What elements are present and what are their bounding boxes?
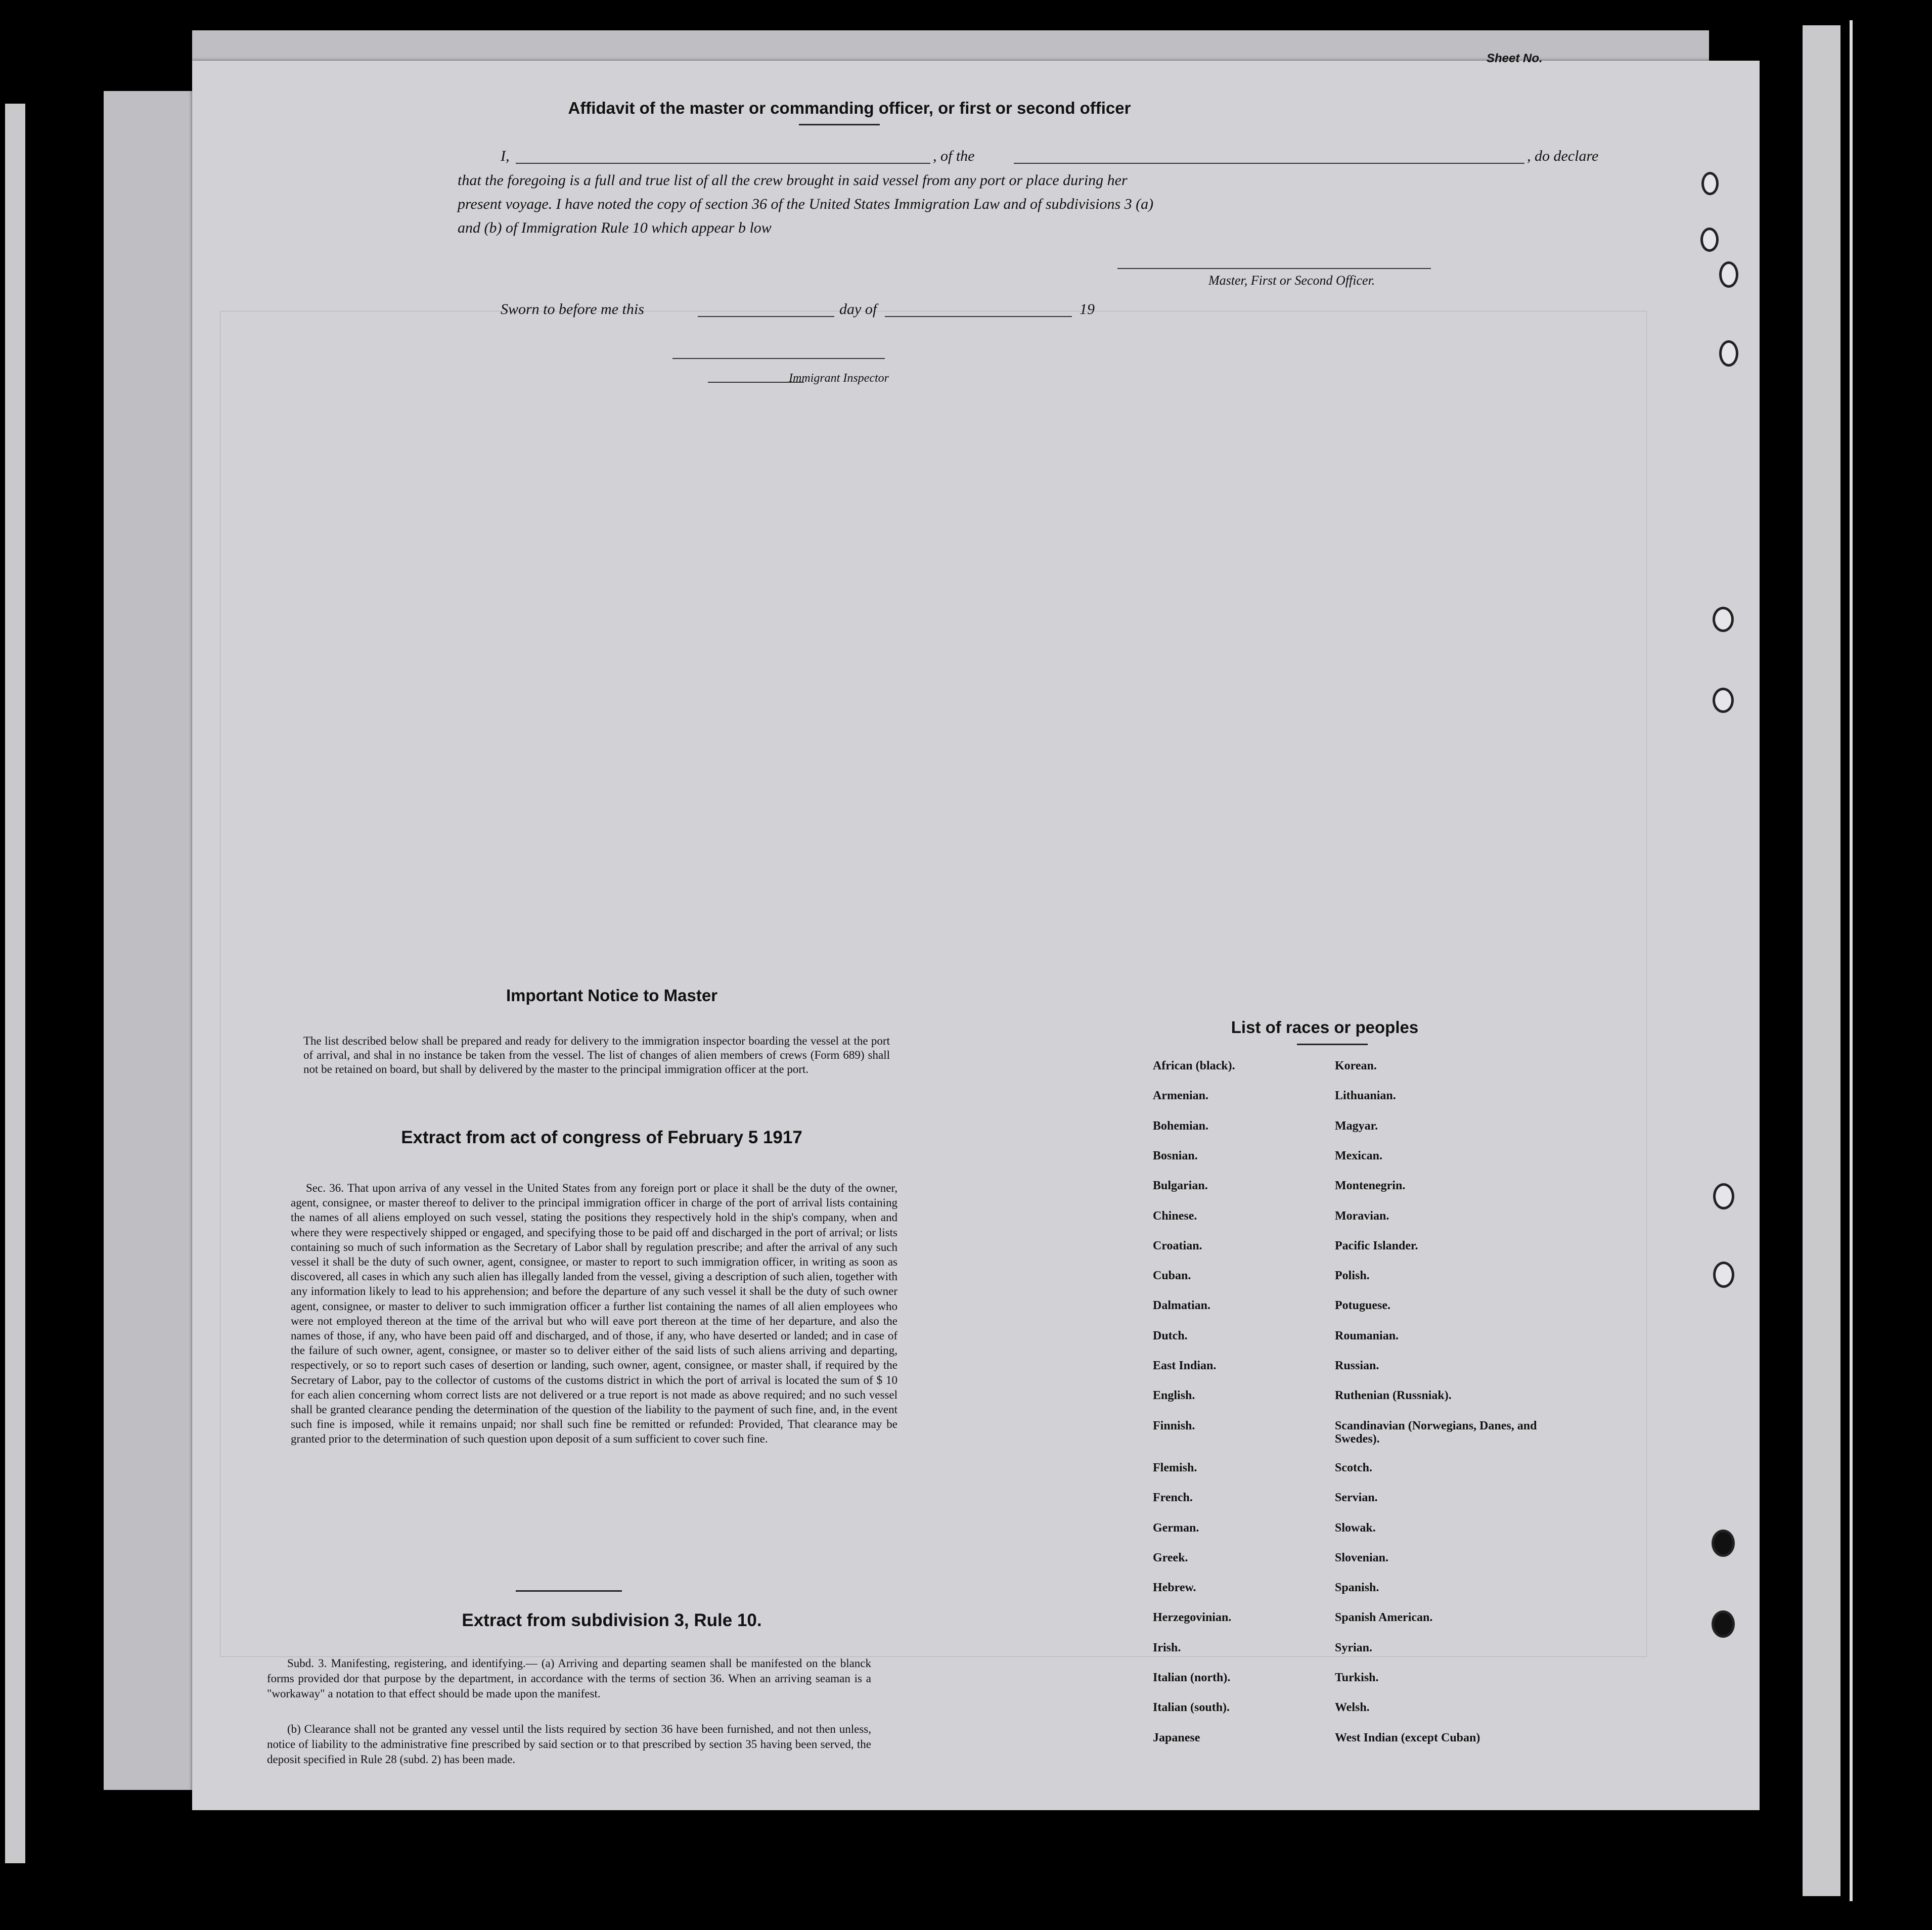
signature-line[interactable]: [1117, 268, 1431, 269]
race-left-item: Irish.: [1153, 1641, 1181, 1654]
race-right-item: Lithuanian.: [1335, 1089, 1396, 1103]
extract-act-title: Extract from act of congress of February 5 1917: [401, 1128, 802, 1147]
race-right-item: Magyar.: [1335, 1119, 1378, 1133]
race-left-item: German.: [1153, 1521, 1199, 1535]
race-right-item: Scandinavian (Norwegians, Danes, and Swedes).: [1335, 1419, 1537, 1446]
race-right-item: Spanish.: [1335, 1581, 1379, 1595]
sworn-day-field[interactable]: [698, 316, 834, 317]
race-left-item: Chinese.: [1153, 1209, 1197, 1223]
punch-hole-6: [1713, 688, 1734, 713]
race-right-item: Polish.: [1335, 1269, 1370, 1283]
race-left-item: Italian (south).: [1153, 1701, 1230, 1715]
punch-hole-2: [1700, 228, 1719, 252]
race-right-item: Montenegrin.: [1335, 1179, 1406, 1193]
race-right-item: Ruthenian (Russniak).: [1335, 1389, 1452, 1403]
race-left-item: English.: [1153, 1389, 1195, 1403]
race-left-item: Flemish.: [1153, 1461, 1197, 1474]
race-right-item: Slovenian.: [1335, 1551, 1389, 1564]
extract-act-body: Sec. 36. That upon arriva of any vessel in the United States from any foreign port or place it shall be the duty of the owner, agent, consignee, or master thereof to deliver to the principal immigration officer in charge of the port of arrival lists containing the names of all aliens employed on such vessel, stating the positions they respectively hold in the ship's company, when and where they were respectively shipped or engaged, and specifying those to be paid off and discharged in the port of arrival; or lists containing so much of such information as the Secretary of Labor shall by regulation prescribe; and after the arrival of any such vessel it shall be the duty of such owner, agent, consignee, or master to report to such immigration officer, in writing as soon as discovered, all cases in which any such alien has illegally landed from the vessel, giving a description of such alien, together with any information likely to lead to his apprehension; and before the departure of any such vessel it shall be the duty of such owner agent, consignee, or master to deliver to such immigration officer a further list containing the names of all alien employees who were not employed thereon at the time of the arrival but who will eave port thereon at the time of her departure, and also the names of those, if any, who have been paid off and discharged, and of those, if any, who have deserted or landed; and in case of the failure of such owner, agent, consignee, or master so to deliver either of the said lists of such aliens arriving and departing, respectively, or so to report such cases of desertion or landing, such owner, agent, consignee, or master shall, if required by the Secretary of Labor, pay to the collector of customs of the customs district in which the port of arrival is located the sum of $ 10 for each alien concerning whom correct lists are not delivered or a true report is not made as above required; and no such vessel shall be granted clearance pending the determination of the question of the liability to the payment of such fine, and, in the event such fine is imposed, while it remains unpaid; nor shall such fine be remitted or refunded: Provided, That clearance may be granted prior to the determination of such question upon deposit of a sum sufficient to cover such fine.: [291, 1182, 897, 1446]
punch-hole-1: [1701, 172, 1719, 195]
race-right-item: Pacific Islander.: [1335, 1239, 1418, 1252]
extract-rule-para-a: Subd. 3. Manifesting, registering, and identifying.— (a) Arriving and departing seamen shall be manifested on the blanck forms provided dor that purpose by the department, in accordance with the terms of section 36. When an arriving seaman is a "workaway" a notation to that effect should be made upon the manifest.: [267, 1657, 871, 1700]
affidavit-line4: and (b) of Immigration Rule 10 which appear b low: [458, 219, 772, 236]
affidavit-of-the: , of the: [933, 148, 975, 164]
inspector-caption: Immigrant Inspector: [789, 372, 889, 385]
race-right-item: Spanish American.: [1335, 1611, 1433, 1625]
extract-rule-title: Extract from subdivision 3, Rule 10.: [462, 1610, 762, 1630]
vessel-name-field[interactable]: [1014, 163, 1524, 164]
race-right-item: West Indian (except Cuban): [1335, 1731, 1480, 1744]
race-left-item: Bulgarian.: [1153, 1179, 1208, 1193]
race-left-item: Japanese: [1153, 1731, 1200, 1744]
race-left-item: Hebrew.: [1153, 1581, 1196, 1595]
race-left-item: East Indian.: [1153, 1359, 1217, 1372]
race-right-item: Korean.: [1335, 1059, 1377, 1072]
race-left-item: French.: [1153, 1491, 1193, 1505]
race-left-item: Italian (north).: [1153, 1671, 1231, 1684]
sworn-day-of: day of: [839, 301, 877, 318]
sworn-year: 19: [1080, 301, 1095, 318]
race-left-item: Bohemian.: [1153, 1119, 1209, 1133]
ghost-table: [220, 311, 1647, 1657]
punch-hole-7: [1713, 1183, 1734, 1209]
race-left-item: Dalmatian.: [1153, 1299, 1210, 1313]
signature-caption: Master, First or Second Officer.: [1208, 273, 1375, 288]
affidavit-line3: present voyage. I have noted the copy of section 36 of the United States Immigration Law and of subdivisions 3 (a): [458, 196, 1154, 212]
master-name-field[interactable]: [516, 163, 930, 164]
right-border-line: [1850, 20, 1853, 1901]
notice-title: Important Notice to Master: [506, 986, 718, 1005]
race-left-item: Dutch.: [1153, 1329, 1188, 1342]
affidavit-i: I,: [501, 148, 510, 164]
races-title: List of races or peoples: [1231, 1018, 1419, 1037]
punch-hole-3: [1719, 261, 1738, 288]
sworn-prefix: Sworn to before me this: [501, 301, 644, 318]
race-left-item: Finnish.: [1153, 1419, 1195, 1432]
manifest-page: [192, 52, 1760, 1810]
affidavit-title: Affidavit of the master or commanding officer, or first or second officer: [568, 99, 1131, 117]
race-left-item: African (black).: [1153, 1059, 1235, 1072]
race-right-item: Slowak.: [1335, 1521, 1376, 1535]
race-right-item: Mexican.: [1335, 1149, 1382, 1162]
sheet-number-label: Sheet No.: [1487, 52, 1543, 65]
race-right-item: Russian.: [1335, 1359, 1379, 1372]
affidavit-line2: that the foregoing is a full and true list of all the crew brought in said vessel from any port or place during her: [458, 172, 1128, 189]
race-left-item: Armenian.: [1153, 1089, 1208, 1103]
left-edge-strip: [5, 104, 25, 1863]
extract-act-end-rule: [516, 1590, 622, 1592]
punch-hole-5: [1713, 607, 1734, 632]
race-left-item: Croatian.: [1153, 1239, 1202, 1252]
affidavit-do-declare: , do declare: [1527, 148, 1599, 164]
inspector-signature-line[interactable]: [672, 358, 885, 359]
notice-body: The list described below shall be prepared and ready for delivery to the immigration inspector boarding the vessel at the port of arrival, and shal in no instance be taken from the vessel. The list of changes of alien members of crews (Form 689) shall not be retained on board, but shall by delivered by the master to the principal immigration officer at the port.: [303, 1035, 890, 1075]
punch-hole-10: [1712, 1610, 1735, 1638]
sworn-line: [501, 301, 1360, 319]
race-right-item: Moravian.: [1335, 1209, 1389, 1223]
sworn-month-field[interactable]: [885, 316, 1072, 317]
race-right-item: Servian.: [1335, 1491, 1378, 1505]
race-right-item: Scotch.: [1335, 1461, 1372, 1474]
race-right-item: Roumanian.: [1335, 1329, 1399, 1342]
race-right-item: Turkish.: [1335, 1671, 1379, 1684]
race-right-item: Syrian.: [1335, 1641, 1373, 1654]
punch-hole-9: [1712, 1530, 1735, 1557]
extract-rule-para-b: (b) Clearance shall not be granted any vessel until the lists required by section 36 have been furnished, and not then unless, notice of liability to the administrative fine prescribed by said section or to that prescribed by section 35 having been served, the deposit specified in Rule 28 (subd. 2) has been made.: [267, 1723, 871, 1766]
race-left-item: Greek.: [1153, 1551, 1188, 1564]
races-title-rule: [1297, 1044, 1368, 1045]
race-right-item: Potuguese.: [1335, 1299, 1390, 1313]
punch-hole-8: [1713, 1262, 1734, 1288]
race-left-item: Cuban.: [1153, 1269, 1191, 1283]
punch-hole-4: [1719, 340, 1738, 367]
affidavit-line1: [501, 148, 1623, 166]
right-edge-strip: [1803, 25, 1840, 1896]
affidavit-title-rule: [799, 124, 880, 125]
race-left-item: Herzegovinian.: [1153, 1611, 1232, 1625]
race-right-item: Welsh.: [1335, 1701, 1370, 1715]
race-left-item: Bosnian.: [1153, 1149, 1198, 1162]
